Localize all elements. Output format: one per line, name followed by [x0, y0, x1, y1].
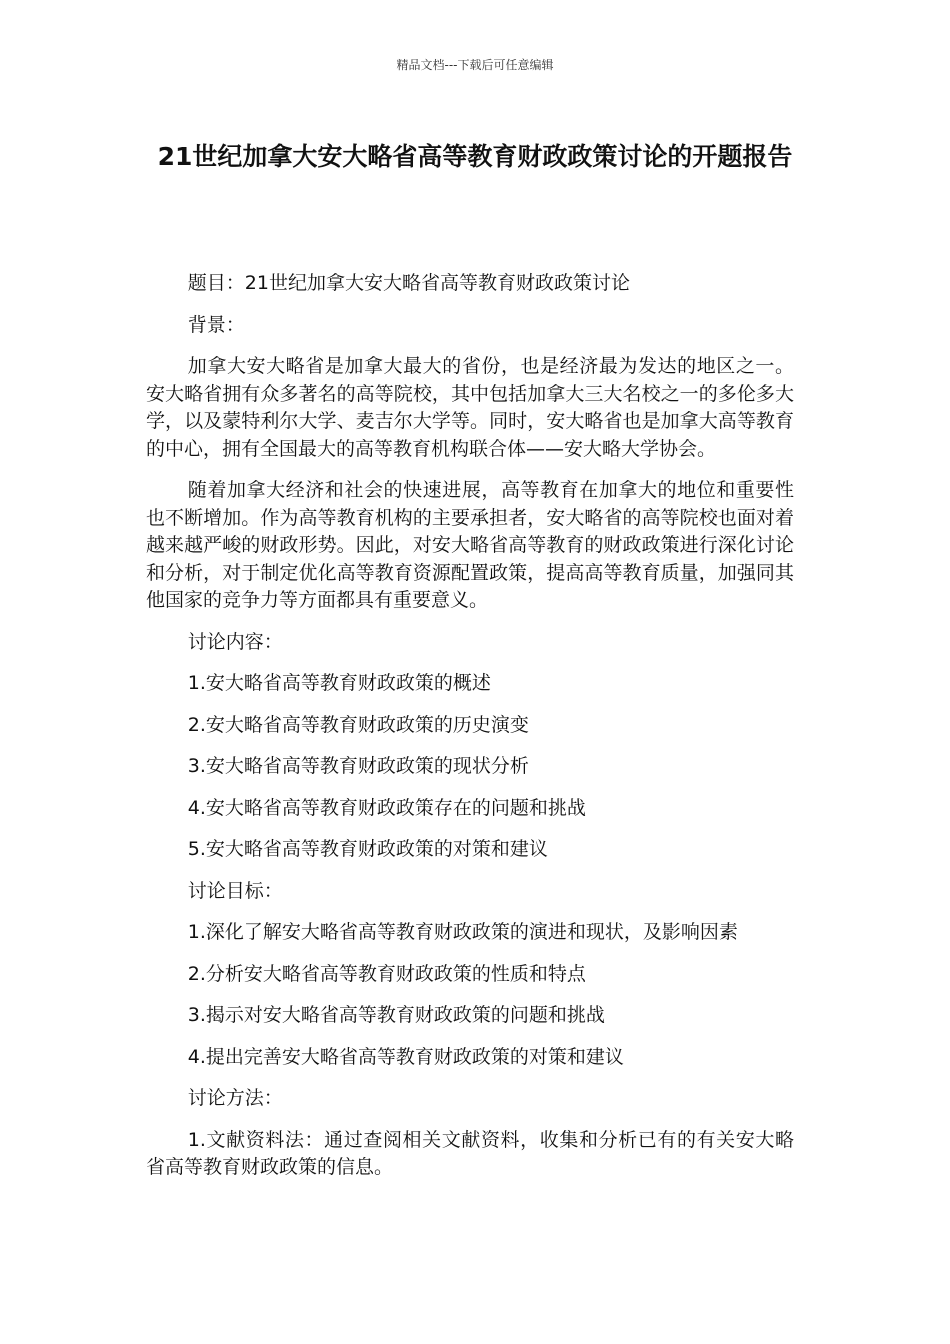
topic-line: 题目：21世纪加拿大安大略省高等教育财政政策讨论 [187, 272, 630, 294]
goals-label: 讨论目标： [187, 879, 283, 902]
goal-item: 2.分析安大略省高等教育财政政策的性质和特点 [187, 962, 586, 985]
content-item: 5.安大略省高等教育财政政策的对策和建议 [187, 838, 548, 860]
background-label: 背景： [187, 313, 245, 336]
background-paragraph: 加拿大安大略省是加拿大最大的省份，也是经济最为发达的地区之一。安大略省拥有众多著名的高等院校，其中包括加拿大三大名校之一的多伦多大学，以及蒙特利尔大学、麦吉尔大学等。同时，安大略省也是加拿大高等教育的中心，拥有全国最大的高等教育机构联合体——安大略大学协会。 [146, 355, 794, 460]
content-item: 1.安大略省高等教育财政政策的概述 [187, 672, 491, 694]
content-item: 2.安大略省高等教育财政政策的历史演变 [187, 713, 529, 736]
methods-label: 讨论方法： [187, 1087, 283, 1109]
content-item: 3.安大略省高等教育财政政策的现状分析 [187, 755, 529, 777]
content-label: 讨论内容： [187, 630, 283, 653]
document-body [146, 270, 794, 1196]
goal-item: 1.深化了解安大略省高等教育财政政策的演进和现状，及影响因素 [187, 921, 738, 943]
document-title: 21世纪加拿大安大略省高等教育财政政策讨论的开题报告 [157, 142, 793, 171]
background-paragraph: 随着加拿大经济和社会的快速进展，高等教育在加拿大的地位和重要性也不断增加。作为高等教育机构的主要承担者，安大略省的高等院校也面对着越来越严峻的财政形势。因此，对安大略省高等教育的财政政策进行深化讨论和分析，对于制定优化高等教育资源配置政策，提高高等教育质量，加强同其他国家的竞争力等方面都具有重要意义。 [146, 479, 794, 611]
page-header: 精品文档---下载后可任意编辑 [396, 58, 554, 72]
content-item: 4.安大略省高等教育财政政策存在的问题和挑战 [187, 796, 586, 819]
method-item: 1.文献资料法：通过查阅相关文献资料，收集和分析已有的有关安大略省高等教育财政政策的信息。 [146, 1128, 794, 1178]
goal-item: 3.揭示对安大略省高等教育财政政策的问题和挑战 [187, 1004, 605, 1026]
goal-item: 4.提出完善安大略省高等教育财政政策的对策和建议 [187, 1045, 624, 1068]
